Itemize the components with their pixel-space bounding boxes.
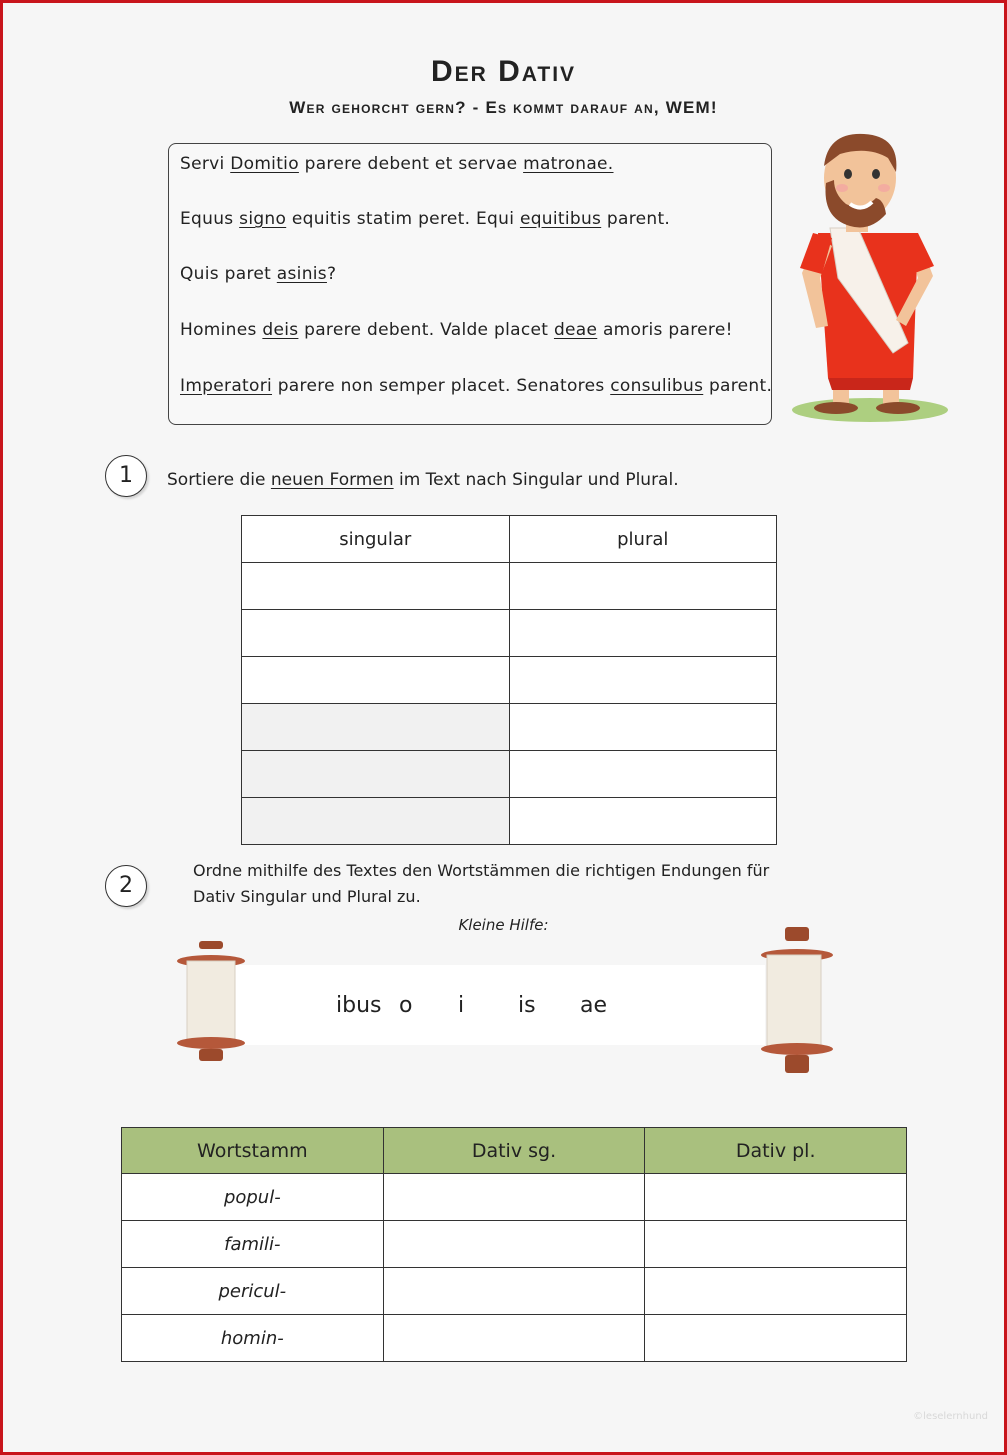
table-row: [242, 798, 777, 845]
dative-form: deis: [262, 320, 299, 340]
task-1-text-before: Sortiere die: [167, 470, 271, 490]
ending-is: is: [518, 993, 536, 1018]
table-row: [242, 563, 777, 610]
text-segment: Equus: [180, 209, 240, 229]
table-row: [242, 704, 777, 751]
task-1-number: 1: [105, 455, 147, 497]
task-1-text-underlined: neuen Formen: [270, 470, 394, 490]
table-row: [242, 657, 777, 704]
text-segment: ?: [326, 264, 337, 284]
dative-form: deae: [553, 320, 598, 340]
text-segment: amoris parere!: [597, 320, 733, 340]
plural-cell[interactable]: [509, 657, 777, 704]
singular-cell[interactable]: [242, 657, 510, 704]
dativ-pl-cell[interactable]: [645, 1221, 907, 1268]
ending-ibus: ibus: [336, 993, 382, 1018]
stem-cell: popul-: [122, 1174, 384, 1221]
text-line-3: [180, 264, 336, 284]
dativ-pl-cell[interactable]: [645, 1268, 907, 1315]
latin-text-box: [168, 143, 772, 425]
stem-cell: famili-: [122, 1221, 384, 1268]
watermark: ©leselernhund: [913, 1411, 988, 1422]
singular-plural-table: [241, 515, 777, 845]
text-segment: parere non semper placet. Senatores: [272, 376, 611, 396]
roman-man-illustration: [788, 128, 958, 428]
singular-cell[interactable]: [242, 563, 510, 610]
dative-form: matronae.: [523, 154, 614, 174]
dativ-sg-cell[interactable]: [383, 1221, 645, 1268]
dative-form: consulibus: [610, 376, 704, 396]
dative-form: Domitio: [230, 154, 299, 174]
text-segment: Quis paret: [180, 264, 277, 284]
text-line-4: [180, 320, 733, 340]
dative-form: equitibus: [519, 209, 602, 229]
text-line-5: [180, 376, 772, 396]
text-segment: Servi: [180, 154, 231, 174]
text-segment: parent.: [601, 209, 671, 229]
table-row: [122, 1221, 907, 1268]
text-segment: parere debent. Valde placet: [298, 320, 554, 340]
dativ-pl-cell[interactable]: [645, 1174, 907, 1221]
dativ-pl-cell[interactable]: [645, 1315, 907, 1362]
column-header-wortstamm: Wortstamm: [122, 1128, 384, 1174]
text-line-1: [180, 154, 614, 174]
column-header-dativ-sg: Dativ sg.: [383, 1128, 645, 1174]
word-stem-table: [121, 1127, 907, 1362]
page-subtitle: Wer gehorcht gern? - Es kommt darauf an, WEM!: [289, 98, 718, 117]
page-title: Der Dativ: [430, 55, 577, 88]
column-header-singular: singular: [242, 516, 510, 563]
dative-form: asinis: [276, 264, 327, 284]
ending-o: o: [399, 993, 413, 1018]
text-segment: parere debent et servae: [298, 154, 524, 174]
table-row: [122, 1174, 907, 1221]
table-row: [242, 751, 777, 798]
task-1-text-after: im Text nach Singular und Plural.: [393, 470, 679, 490]
task-2-instruction-line-2: Dativ Singular und Plural zu.: [193, 887, 421, 906]
text-segment: Homines: [180, 320, 263, 340]
singular-cell[interactable]: [242, 610, 510, 657]
scroll-right-roller-icon: [759, 927, 835, 1079]
scroll-left-roller-icon: [175, 941, 247, 1063]
singular-cell[interactable]: [242, 798, 510, 845]
task-1-instruction: [167, 470, 679, 490]
dativ-sg-cell[interactable]: [383, 1268, 645, 1315]
plural-cell[interactable]: [509, 563, 777, 610]
task-2-instruction-line-1: Ordne mithilfe des Textes den Wortstämmen die richtigen Endungen für: [193, 861, 770, 880]
task-2-number: 2: [105, 865, 147, 907]
scroll-paper: [235, 965, 765, 1045]
dative-form: Imperatori: [180, 376, 273, 396]
table-row: [122, 1315, 907, 1362]
text-segment: equitis statim peret. Equi: [286, 209, 520, 229]
table-row: [122, 1268, 907, 1315]
singular-cell[interactable]: [242, 751, 510, 798]
plural-cell[interactable]: [509, 610, 777, 657]
ending-i: i: [458, 993, 465, 1018]
dativ-sg-cell[interactable]: [383, 1315, 645, 1362]
stem-cell: homin-: [122, 1315, 384, 1362]
stem-cell: pericul-: [122, 1268, 384, 1315]
dativ-sg-cell[interactable]: [383, 1174, 645, 1221]
column-header-dativ-pl: Dativ pl.: [645, 1128, 907, 1174]
text-line-2: [180, 209, 670, 229]
column-header-plural: plural: [509, 516, 777, 563]
hint-label: Kleine Hilfe:: [458, 916, 549, 934]
plural-cell[interactable]: [509, 704, 777, 751]
table-row: [242, 610, 777, 657]
dative-form: signo: [239, 209, 287, 229]
plural-cell[interactable]: [509, 751, 777, 798]
text-segment: parent.: [703, 376, 773, 396]
plural-cell[interactable]: [509, 798, 777, 845]
ending-ae: ae: [580, 993, 608, 1018]
singular-cell[interactable]: [242, 704, 510, 751]
